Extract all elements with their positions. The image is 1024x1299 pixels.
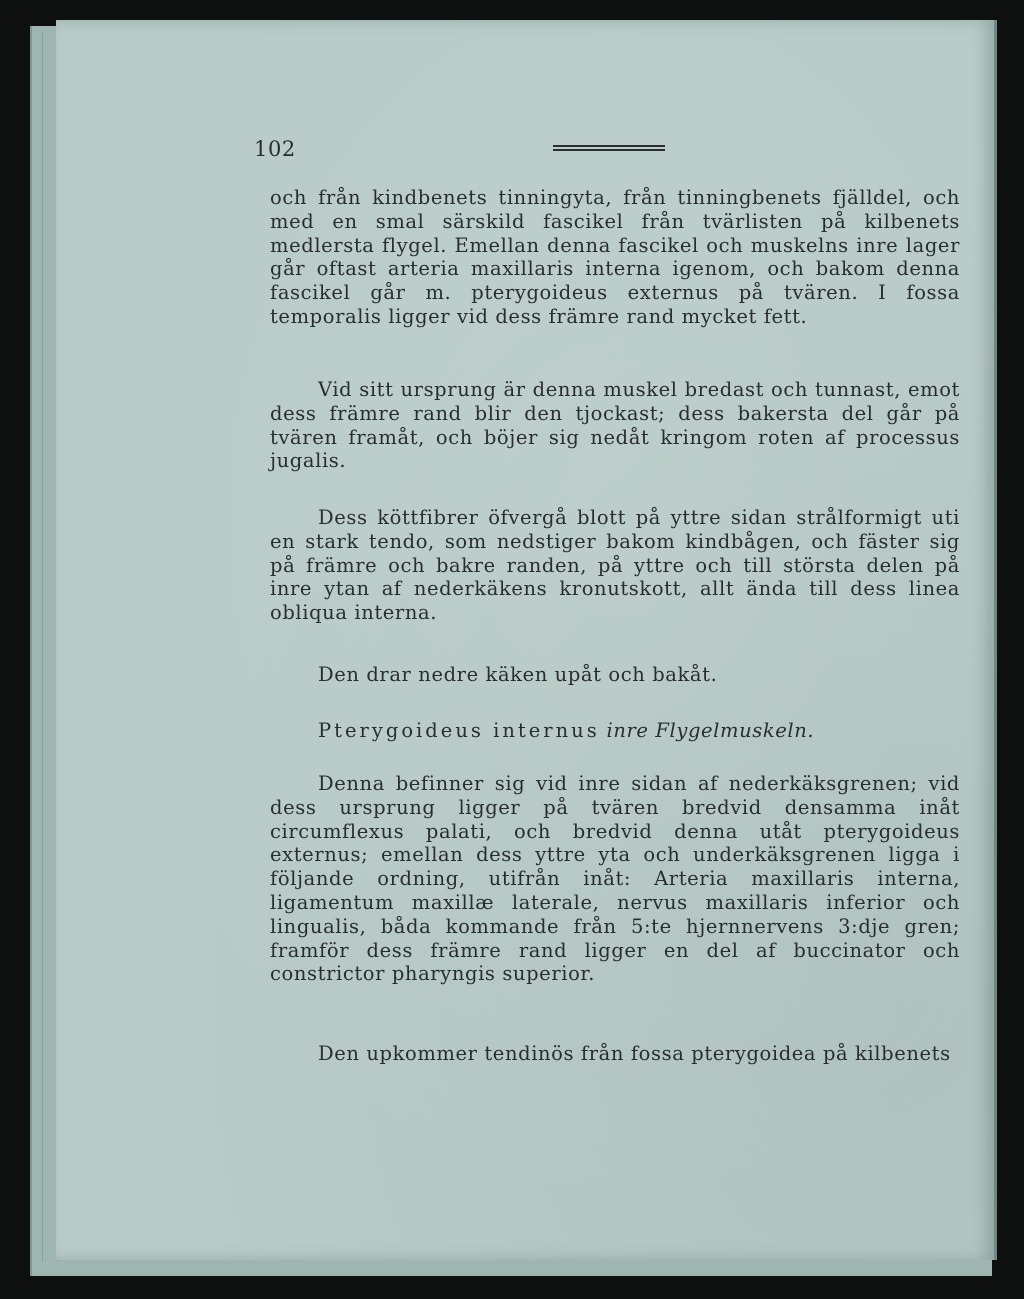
paragraph-6: Denna befinner sig vid inre sidan af nederkäksgrenen; vid dess ursprung ligger på tvären bredvid densamma inåt circumflexus palati, och bredvid denna utåt pterygoideus externus; emellan dess yttre yta och underkäksgrenen ligga i följande ordning, utifrån inåt: Arteria maxillaris interna, ligamentum maxillæ laterale, nervus maxillaris inferior och lingualis, båda kommande från 5:te hjernnervens 3:dje gren; framför dess främre rand ligger en del af buccinator och constrictor pharyngis superior. [270, 772, 960, 986]
paragraph-7: Den upkommer tendinös från fossa pterygoidea på kilbenets [318, 1042, 951, 1065]
paragraph-1: och från kindbenets tinningyta, från tinningbenets fjälldel, och med en smal särskild fascikel från tvärlisten på kilbenets medlersta flygel. Emellan denna fascikel och muskelns inre lager går oftast arteria maxillaris interna igenom, och bakom denna fascikel går m. pterygoideus externus på tvären. I fossa temporalis ligger vid dess främre rand mycket fett. [270, 186, 960, 328]
paragraph-4: Den drar nedre käken upåt och bakåt. [318, 663, 718, 686]
muscle-latin-name: Pterygoideus internus [318, 719, 600, 742]
section-heading [270, 719, 960, 743]
header-rule [553, 145, 665, 155]
paragraph-2: Vid sitt ursprung är denna muskel bredast och tunnast, emot dess främre rand blir den tjockast; dess bakersta del går på tvären framåt, och böjer sig nedåt kringom roten af processus jugalis. [270, 378, 960, 473]
muscle-swedish-name: inre Flygelmuskeln. [606, 719, 815, 742]
paragraph-3: Dess köttfibrer öfvergå blott på yttre sidan strålformigt uti en stark tendo, som nedstiger bakom kindbågen, och fäster sig på främre och bakre randen, på yttre och till största delen på inre ytan af nederkäkens kronutskott, allt ända till dess linea obliqua interna. [270, 506, 960, 625]
page-number: 102 [254, 137, 296, 161]
